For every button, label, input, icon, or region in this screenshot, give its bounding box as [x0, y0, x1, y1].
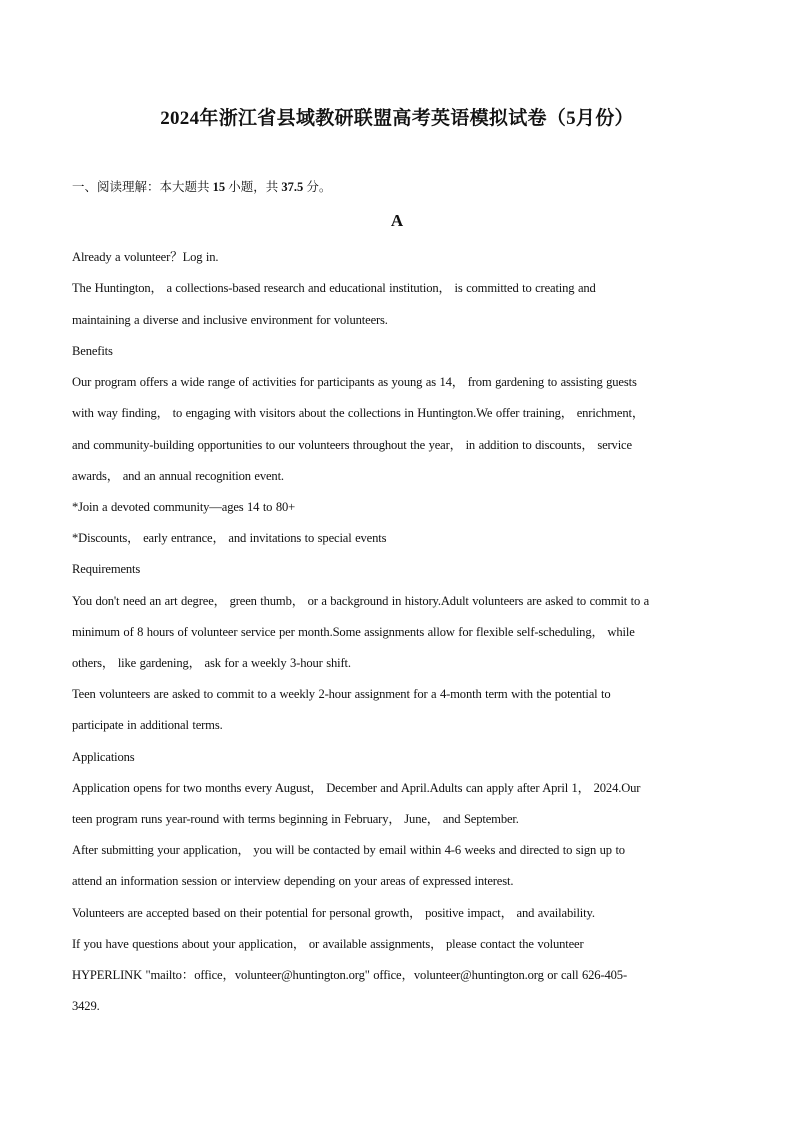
- section-heading: [72, 177, 331, 195]
- passage-line: The Huntington， a collections-based research and educational institution， is committed to creating and: [72, 281, 596, 295]
- passage-line: participate in additional terms.: [72, 718, 223, 732]
- passage-line: Benefits: [72, 344, 113, 358]
- document-title: 2024年浙江省县域教研联盟高考英语模拟试卷（5月份）: [160, 108, 634, 129]
- section-heading-text-1: 一、阅读理解：本大题共: [72, 180, 213, 194]
- passage-line: Teen volunteers are asked to commit to a weekly 2-hour assignment for a 4-month term with the potential to: [72, 687, 611, 701]
- passage-line: with way finding， to engaging with visitors about the collections in Huntington.We offer training， enrichment，: [72, 406, 645, 420]
- passage-line: Requirements: [72, 562, 141, 576]
- passage-line: *Discounts， early entrance， and invitations to special events: [72, 531, 387, 545]
- passage-line: teen program runs year-round with terms beginning in February， June， and September.: [72, 812, 519, 826]
- passage-line: 3429.: [72, 999, 100, 1013]
- passage-line: awards， and an annual recognition event.: [72, 468, 284, 483]
- passage-line: minimum of 8 hours of volunteer service per month.Some assignments allow for flexible self-scheduling， while: [72, 624, 635, 639]
- passage-line: *Join a devoted community—ages 14 to 80+: [72, 500, 296, 514]
- question-count: 15: [212, 180, 226, 194]
- passage-line: If you have questions about your application， or available assignments， please contact the volunteer: [72, 936, 584, 951]
- passage-line: After submitting your application， you will be contacted by email within 4-6 weeks and directed to sign up to: [72, 843, 625, 857]
- passage-line: Application opens for two months every August， December and April.Adults can apply after April 1， 2024.Our: [72, 780, 641, 795]
- section-heading-text-2: 小题，共: [225, 180, 282, 194]
- total-score: 37.5: [281, 180, 304, 194]
- passage-letter: A: [390, 211, 404, 230]
- passage-line: Applications: [72, 749, 135, 764]
- passage-line: Volunteers are accepted based on their potential for personal growth， positive impact， and availability.: [72, 905, 595, 920]
- passage-line: others， like gardening， ask for a weekly 3-hour shift.: [72, 656, 351, 670]
- section-heading-text-3: 分。: [303, 180, 332, 194]
- passage-line: maintaining a diverse and inclusive environment for volunteers.: [72, 312, 388, 327]
- passage-line: HYPERLINK "mailto：office，volunteer@huntington.org" office，volunteer@huntington.org or call 626-405-: [72, 968, 627, 982]
- passage-line: attend an information session or interview depending on your areas of expressed interest.: [72, 874, 514, 888]
- passage-line: You don't need an art degree， green thumb， or a background in history.Adult volunteers are asked to commit to a: [72, 593, 650, 608]
- passage-line: Already a volunteer？Log in.: [72, 250, 219, 264]
- passage-line: Our program offers a wide range of activities for participants as young as 14， from gardening to assisting guests: [72, 375, 637, 389]
- passage-line: and community-building opportunities to our volunteers throughout the year， in addition to discounts， service: [72, 437, 632, 452]
